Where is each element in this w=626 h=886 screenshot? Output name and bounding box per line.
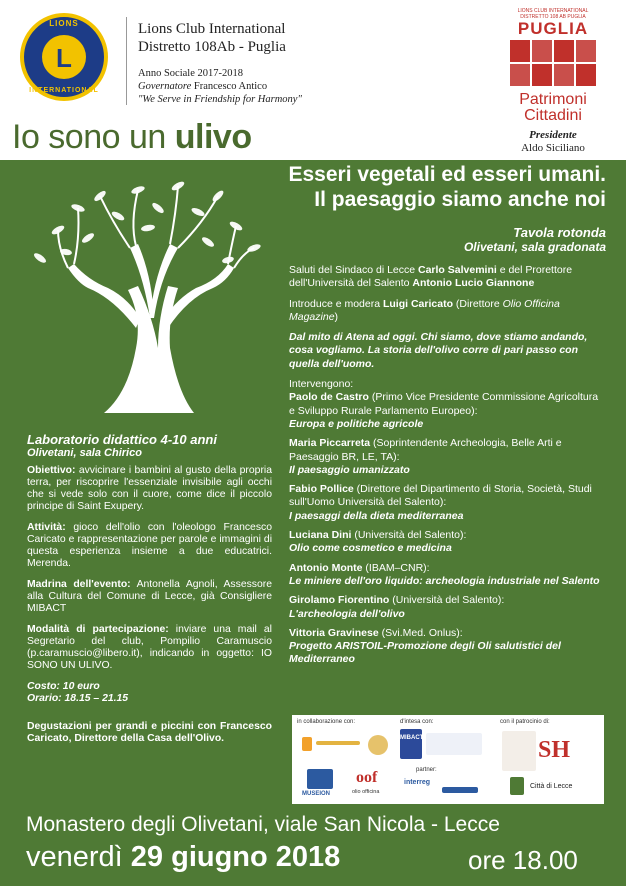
club-motto: "We Serve in Friendship for Harmony": [138, 94, 302, 105]
puglia-name-line2: Cittadini: [524, 107, 582, 124]
speaker-name: Fabio Pollice: [289, 483, 354, 496]
speaker-topic: Olio come cosmetico e medicina: [289, 542, 452, 555]
partner-label: partner:: [416, 767, 437, 773]
speaker-name: Girolamo Fiorentino: [289, 594, 390, 607]
speaker-topic: L'archeologia dell'olivo: [289, 607, 405, 620]
club-district: Distretto 108Ab - Puglia: [138, 39, 286, 55]
side-credit: [612, 470, 620, 670]
event-day: venerdì: [26, 841, 131, 873]
lions-logo-top-text: LIONS: [49, 19, 79, 28]
collab-label: in collaborazione con:: [297, 719, 356, 725]
lab-title: Laboratorio didattico 4-10 anni: [27, 432, 217, 447]
intesa-label: d'intesa con:: [400, 719, 434, 725]
roundtable-title: Tavola rotonda: [513, 225, 606, 240]
speaker-topic: Le miniere dell'oro liquido: archeologia industriale nel Salento: [289, 574, 600, 587]
main-headline: [12, 118, 252, 157]
interreg-flag: [442, 787, 478, 793]
social-year: Anno Sociale 2017-2018: [138, 68, 243, 79]
puglia-name-line1: Patrimoni: [519, 91, 587, 108]
lab-cost: Costo: 10 euro: [27, 681, 100, 692]
speaker-role: (Primo Vice Presidente Commissione Agricoltura e Sviluppo Rurale Parlamento Europeo):: [289, 391, 599, 417]
headline-part2: ulivo: [174, 118, 252, 156]
lab-time: Orario: 18.15 – 21.15: [27, 693, 129, 704]
president-name: Aldo Siciliano: [521, 142, 585, 154]
puglia-name: [506, 92, 600, 124]
lab-activity: Attività: gioco dell'olio con l'oleologo Francesco Caricato e rappresentazione per parole e immagini di questa esperienza insieme a due educatrici. Merenda.: [27, 522, 272, 569]
event-date-value: 29 giugno 2018: [130, 841, 341, 873]
speaker-role: (Svi.Med. Onlus):: [378, 626, 463, 639]
speaker-topic: I paesaggi della dieta mediterranea: [289, 509, 464, 522]
mibact-logo: [400, 729, 422, 759]
partners-box: [292, 715, 604, 804]
president-label: Presidente: [529, 129, 577, 141]
speaker-name: Paolo de Castro: [289, 391, 369, 404]
oof-subtext: olio officina: [352, 789, 380, 795]
roundtable-program: [289, 264, 605, 673]
event-date: [26, 841, 340, 874]
puglia-grid-icon: [510, 40, 596, 88]
museion-logo: [307, 769, 333, 789]
speaker-item: [289, 562, 605, 589]
oof-logo: oof: [356, 769, 378, 786]
speaker-name: Maria Piccarreta: [289, 437, 371, 450]
speaker-item: [289, 627, 605, 667]
speaker-role: (Direttore del Dipartimento di Storia, Società, Studi sull'Uomo Università del Salento):: [289, 483, 592, 509]
mayor-name: Carlo Salvemini: [418, 264, 497, 276]
speaker-item: [289, 391, 605, 431]
speaker-item: [289, 437, 605, 477]
moderator-name: Luigi Caricato: [382, 297, 453, 310]
puglia-title: PUGLIA: [517, 19, 589, 38]
speaker-topic: Il paesaggio umanizzato: [289, 463, 410, 476]
collab-logo-text: [316, 741, 360, 745]
puglia-logo: [506, 8, 600, 154]
speaker-role: (Soprintendente Archeologia, Belle Arti e Paesaggio BR, LE, TA):: [289, 437, 562, 463]
sha-logo: SH: [538, 737, 571, 763]
lab-place: Olivetani, sala Chirico: [27, 447, 142, 459]
speakers-heading: Intervengono:: [289, 378, 354, 391]
speakers-list: [289, 391, 605, 666]
theme-text: Dal mito di Atena ad oggi. Chi siamo, dove stiamo andando, cosa vogliamo. La storia dell'olivo corre di pari passo con quella dell'uomo.: [289, 331, 588, 370]
speaker-name: Vittoria Gravinese: [289, 626, 379, 639]
soprintendenza-logo: [426, 733, 482, 755]
magazine-name: Olio Officina Magazine: [289, 297, 560, 323]
olive-tree-illustration: [18, 168, 280, 418]
lions-logo: [20, 13, 108, 101]
subtitle-line1: Esseri vegetali ed esseri umani.: [288, 163, 606, 186]
speaker-role: (Università del Salento):: [351, 529, 467, 542]
speaker-item: [289, 594, 605, 621]
lab-participation: Modalità di partecipazione: inviare una mail al Segretario del club, Pompilio Caramuscio (p.caramuscio@libero.it), indicando in oggetto: IO SONO UN ULIVO.: [27, 624, 272, 671]
governor-name: Francesco Antico: [193, 81, 268, 92]
puglia-small-text: LIONS CLUB INTERNATIONAL DISTRETTO 108 AB PUGLIA: [517, 8, 589, 20]
event-time: ore 18.00: [468, 845, 578, 875]
lab-objective: Obiettivo: avvicinare i bambini al gusto della propria terra, per riscoprire l'essenziale invisibile agli occhi che si vede solo con il cuore, come dice il piccolo principe di Saint Exupery.: [27, 465, 272, 512]
subtitle-line2: Il paesaggio siamo anche noi: [314, 188, 606, 211]
governor-label: Governatore: [138, 81, 192, 92]
speaker-role: (Università del Salento):: [389, 594, 505, 607]
moderator: Introduce e modera Luigi Caricato (Direttore Olio Officina Magazine): [289, 297, 560, 323]
interreg-logo: interreg: [404, 779, 431, 786]
speaker-topic: Europa e politiche agricole: [289, 417, 424, 430]
speaker-name: Antonio Monte: [289, 561, 363, 574]
patrocinio-label: con il patrocinio di:: [500, 719, 550, 725]
club-name: Lions Club International: [138, 21, 286, 37]
speaker-topic: Progetto ARISTOIL-Promozione degli Oli salutistici del Mediterraneo: [289, 640, 561, 666]
lab-cost-time: [27, 681, 272, 705]
speaker-item: [289, 529, 605, 556]
header-divider: [126, 17, 127, 105]
headline-part1: Io sono un: [12, 118, 175, 156]
speaker-role: (IBAM–CNR):: [362, 561, 430, 574]
roundtable-place: Olivetani, sala gradonata: [463, 240, 606, 254]
collab-logo-1: [302, 737, 312, 751]
citta-lecce-text: Città di Lecce: [530, 783, 573, 790]
speaker-item: [289, 483, 605, 523]
mibact-text: MIBACT: [400, 735, 424, 741]
lions-logo-bottom-text: INTERNATIONAL: [29, 87, 99, 94]
event-address: Monastero degli Olivetani, viale San Nicola - Lecce: [26, 813, 500, 836]
museion-text: MUSEION: [302, 791, 331, 797]
governor-line: [138, 80, 302, 93]
lions-logo-letter: L: [56, 43, 72, 73]
greetings: Saluti del Sindaco di Lecce Carlo Salvemini e del Prorettore dell'Università del Salento Antonio Lucio Giannone: [289, 264, 573, 290]
prorector-name: Antonio Lucio Giannone: [412, 277, 535, 290]
lecce-crest-icon: [510, 777, 524, 795]
collab-logo-2: [368, 735, 388, 755]
speaker-name: Luciana Dini: [289, 529, 352, 542]
lab-details: [27, 465, 272, 754]
tastings: Degustazioni per grandi e piccini con Francesco Caricato, Direttore della Casa dell'Olivo.: [27, 721, 272, 744]
dipartimento-logo: [502, 731, 536, 771]
club-info: [138, 20, 302, 106]
lab-godmother: Madrina dell'evento: Antonella Agnoli, Assessore alla Cultura del Comune di Lecce, già Consigliere MIBACT: [27, 579, 273, 614]
